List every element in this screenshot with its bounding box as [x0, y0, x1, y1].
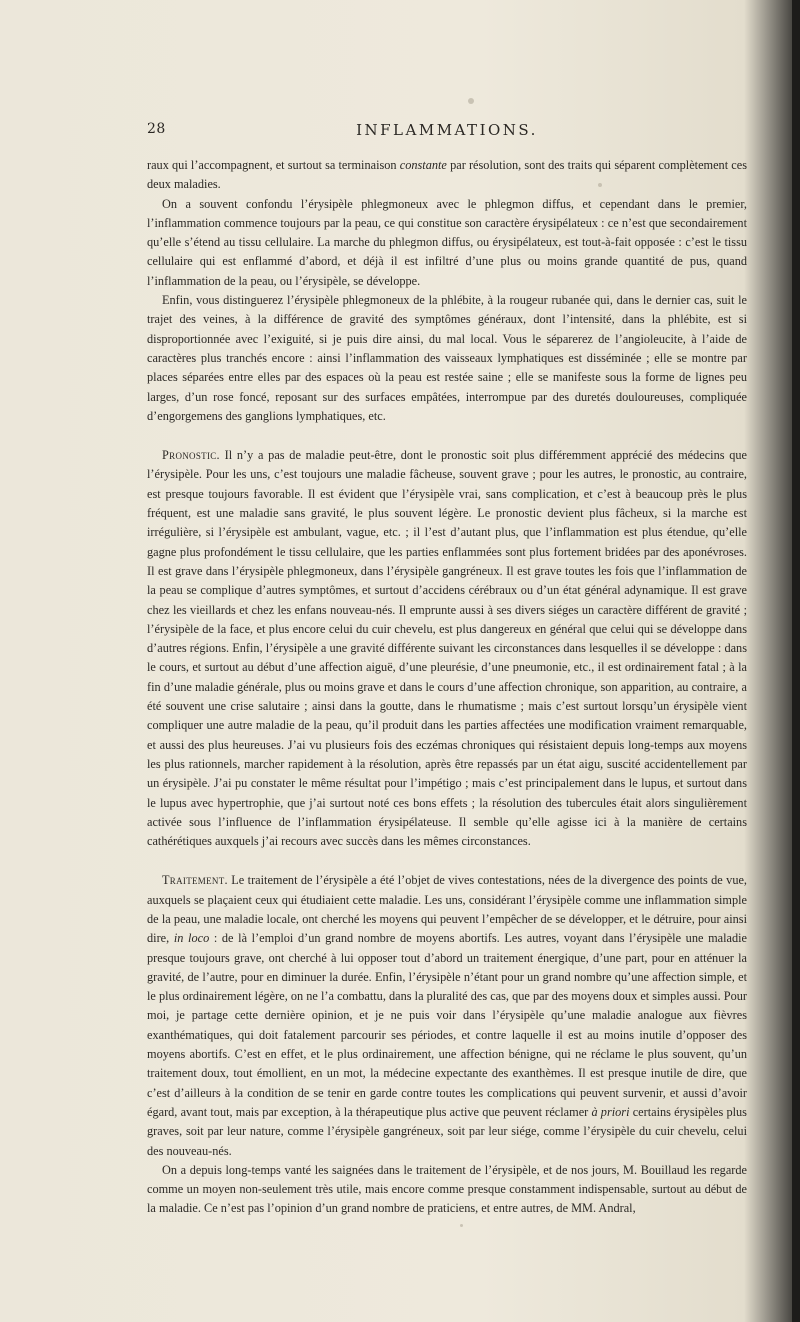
text-run: Il n’y a pas de maladie peut-être, dont le pronostic soit plus différemment apprécié des médecins que l’érysipèle. Pour les uns, c’est toujours une maladie fâcheuse, souvent grave ; pour les autres, le pronostic, au contraire, est presque toujours favorable. Il est évident que l’érysipèle vrai, sans complication, et c’est à beaucoup près le plus fréquent, est une maladie sans gravité, le plus souvent légère. Le pronostic devient plus fâcheux, si la marche est irrégulière, si l’érysipèle est ambulant, vague, etc. ; il l’est d’autant plus, que l’inflammation est plus étendue, qu’elle gagne plus profondément le tissu cellulaire, que les parties enflammées sont plus fortement bridées par des aponévroses. Il est grave dans l’érysipèle phlegmoneux, dans l’érysipèle gangréneux. Il est grave toutes les fois que l’inflammation de la peau se complique d’autres symptômes, et surtout d’accidens cérébraux ou d’un état général adynamique. Il est grave chez les vieillards et chez les enfans nouveau-nés. Il emprunte aussi à ses divers siéges un caractère différent de gravité ; l’érysipèle de la face, et plus encore celui du cuir chevelu, est plus dangereux en général que celui qui se développe dans d’autres régions. Enfin, l’érysipèle a une gravité différente suivant les circonstances dans lesquelles il se développe : dans le cours, et surtout au début d’une affection aiguë, d’une pleurésie, d’une pneumonie, etc., il est ordinairement fatal ; à la fin d’une maladie générale, plus ou moins grave et dans le cours d’une affection chronique, son apparition, au contraire, a été souvent une crise salutaire ; ainsi dans la goutte, dans le rhumatisme ; mais c’est surtout lorsqu’un érysipèle vient compliquer une autre maladie de la peau, qu’il produit dans les parties affectées une modification vraiment remarquable, et aussi des plus heureuses. J’ai vu plusieurs fois des eczémas chroniques qui résistaient depuis long-temps aux moyens les plus rationnels, marcher rapidement à la résolution, après être repassés par un état aigu, suscité accidentellement par un érysipèle. J’ai pu constater le même résultat pour l’impétigo ; mais c’est principalement dans le lupus, et surtout dans le lupus avec hypertrophie, que j’ai surtout noté ces bons effets ; la résolution des tubercules était alors singulièrement activée sous l’influence de l’inflammation érysipélateuse. Il semble qu’elle agisse ici à la manière de certains cathérétiques auxquels j’ai recours avec succès dans les mêmes circonstances. — [147, 448, 747, 849]
text-run: Le traitement de l’érysipèle a été l’objet de vives contestations, nées de la divergence des points de vue, auxquels se plaçaient ceux qui étudiaient cette maladie. Les uns, considérant l’érysipèle comme une inflammation simple de la peau, une maladie locale, ont cherché les moyens qui peuvent l’empêcher de se développer, et le détruire, pour ainsi dire, — [147, 873, 747, 946]
paragraph: On a souvent confondu l’érysipèle phlegmoneux avec le phlegmon diffus, et cependant dans le premier, l’inflammation commence toujours par la peau, ce qui constitue son caractère érysipélateux : ce n’est que secondairement qu’elle s’étend au tissu cellulaire. La marche du phlegmon diffus, ou érysipélateux, est tout-à-fait opposée : c’est le tissu cellulaire qui est enflammé d’abord, et déjà il est infiltré d’une plus ou moins grande quantité de pus, quand l’inflammation de la peau, ou l’érysipèle, se développe. — [147, 196, 747, 288]
paragraph: On a depuis long-temps vanté les saignées dans le traitement de l’érysipèle, et de nos jours, M. Bouillaud les regarde comme un moyen non-seulement très utile, mais encore comme presque constamment indispensable, surtout au début de la maladie. Ce n’est pas l’opinion d’un grand nombre de praticiens, et entre autres, de MM. Andral, — [147, 1162, 747, 1216]
text-run: : de là l’emploi d’un grand nombre de moyens abortifs. Les autres, voyant dans l’érysipèle une maladie presque toujours grave, ont cherché à lui opposer tout d’abord un traitement énergique, d’une part, pour en atténuer la gravité, de l’autre, pour en diminuer la durée. Enfin, l’érysipèle n’étant pour un grand nombre qu’une affection simple, et le plus ordinairement légère, on ne l’a combattu, dans la pluralité des cas, que par des moyens doux et simples aussi. Pour moi, je partage cette dernière opinion, et je ne puis voir dans l’érysipèle qu’une maladie analogue aux fièvres exanthématiques, qui doit fatalement parcourir ses périodes, et contre laquelle il est au moins inutile d’opposer des moyens abortifs. C’est en effet, et le plus ordinairement, une affection bénigne, qui ne réclame le plus souvent, qu’un traitement doux, tout émollient, en un mot, la médecine expectante des exanthèmes. Il est presque inutile de dire, que c’est d’ailleurs à la condition de se tenir en garde contre toutes les complications qui peuvent survenir, et aussi d’avoir égard, avant tout, mais par exception, à la thérapeutique plus active que peuvent réclamer — [147, 931, 747, 1119]
text-run: raux qui l’accompagnent, et surtout sa terminaison — [147, 158, 400, 172]
emphasis: à priori — [591, 1104, 630, 1119]
section-heading: Pronostic. — [162, 448, 220, 463]
text-run: certains érysipèles plus graves, soit par leur nature, comme l’érysipèle gangréneux, soit par leur siége, comme l’érysipèle du cuir chevelu, celui des nouveau-nés. — [147, 1104, 747, 1158]
paragraph-traitement — [147, 871, 747, 1160]
emphasis: in loco — [173, 931, 210, 946]
paper-stain — [460, 1224, 463, 1227]
paragraph — [147, 156, 747, 195]
page-edge-shadow — [792, 0, 800, 1322]
page-header — [147, 121, 747, 145]
emphasis: constante — [399, 158, 447, 172]
section-heading: Traitement. — [162, 873, 228, 888]
body-text — [147, 156, 747, 1219]
paper-stain — [468, 98, 474, 104]
page-number: 28 — [147, 121, 166, 137]
running-title: INFLAMMATIONS. — [356, 121, 538, 139]
text-run: par résolution, sont des traits qui séparent complètement ces deux maladies. — [147, 158, 747, 192]
paragraph-pronostic — [147, 446, 747, 851]
paragraph: Enfin, vous distinguerez l’érysipèle phlegmoneux de la phlébite, à la rougeur rubanée qui, dans le dernier cas, suit le trajet des veines, à la différence de gravité des symptômes généraux, dont l’intensité, dans la phlébite, est si disproportionnée avec l’exiguité, si je puis dire ainsi, du mal local. Vous le séparerez de l’angioleucite, à l’aide de caractères plus tranchés encore : ainsi l’inflammation des vaisseaux lymphatiques est disséminée ; elle se montre par places séparées entre elles par des espaces où la peau est restée saine ; elle se manifeste sous la forme de lignes peu larges, d’un rose foncé, reposant sur des surfaces empâtées, interrompue par des duretés douloureuses, compliquée d’engorgemens des ganglions lymphatiques, etc. — [147, 293, 747, 423]
